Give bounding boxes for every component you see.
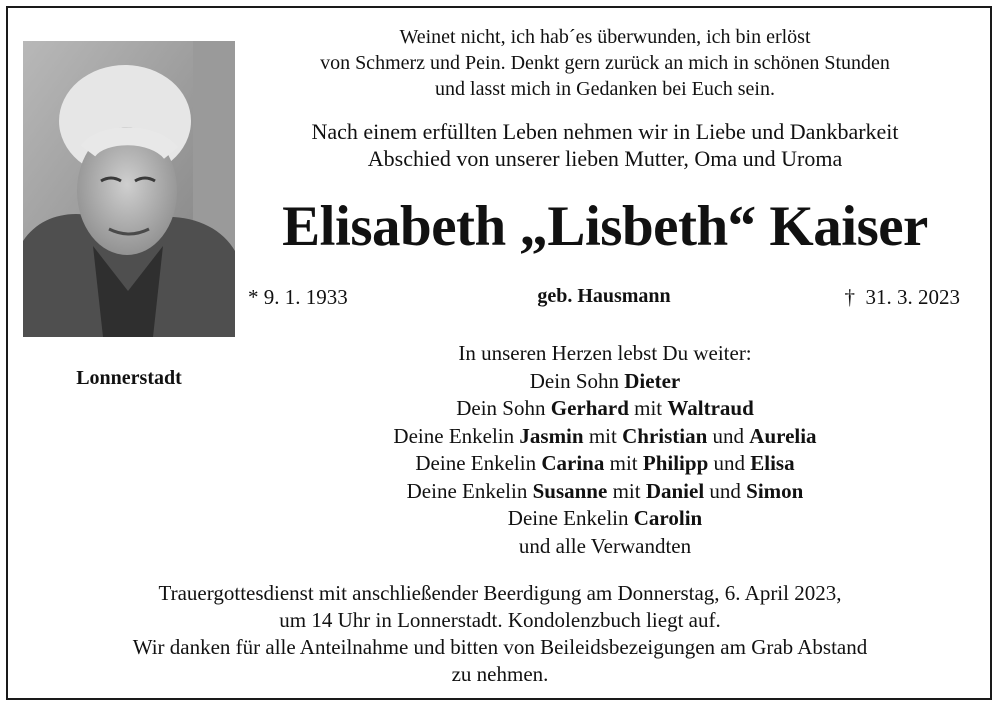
survivor-relation-text: und (708, 451, 751, 475)
verse-line: von Schmerz und Pein. Denkt gern zurück an mich in schönen Stunden (320, 52, 890, 74)
intro-line: Nach einem erfüllten Leben nehmen wir in Liebe und Dankbarkeit (311, 119, 899, 144)
survivor-line (245, 505, 965, 533)
survivor-relation-text: mit (604, 451, 643, 475)
survivors-closing: und alle Verwandten (518, 533, 692, 558)
survivor-name: Elisa (750, 451, 795, 475)
survivor-relation-text: Deine Enkelin (393, 423, 520, 448)
portrait-photo (23, 41, 235, 337)
survivor-line (245, 423, 965, 451)
survivor-line (245, 368, 965, 396)
birth-star-icon: * (248, 285, 259, 309)
survivors-list (245, 340, 965, 560)
survivor-relation-text: Deine Enkelin (507, 506, 634, 530)
service-line: Wir danken für alle Anteilnahme und bitten von Beileidsbezeigungen am Grab Abstand (132, 635, 868, 659)
death-cross-icon: † (844, 285, 855, 309)
death-date-value: 31. 3. 2023 (865, 285, 960, 309)
survivors-heading: In unseren Herzen lebst Du weiter: (458, 341, 752, 365)
survivor-name: Gerhard (550, 396, 629, 420)
survivor-relation-text: Deine Enkelin (406, 478, 533, 503)
service-line: Trauergottesdienst mit anschließender Beerdigung am Donnerstag, 6. April 2023, (158, 581, 842, 605)
verse-line: und lasst mich in Gedanken bei Euch sein. (435, 78, 775, 100)
survivor-relation-text: mit (628, 396, 668, 420)
survivor-line (245, 478, 965, 506)
birth-date-value: 9. 1. 1933 (263, 285, 348, 309)
maiden-name: geb. Hausmann (537, 285, 671, 307)
verse (245, 24, 965, 102)
survivor-name: Jasmin (519, 423, 584, 448)
survivor-name: Dieter (624, 368, 681, 393)
survivor-name: Aurelia (749, 423, 817, 448)
survivor-name: Susanne (532, 478, 608, 503)
survivor-name: Carina (541, 451, 605, 475)
funeral-service-info (10, 580, 990, 688)
survivor-name: Philipp (642, 451, 709, 475)
intro-text (245, 118, 965, 172)
survivor-relation-text: und (704, 478, 747, 503)
survivor-line (245, 450, 965, 478)
survivor-name: Waltraud (667, 396, 754, 420)
survivor-relation-text: Dein Sohn (456, 396, 551, 420)
life-dates (248, 285, 960, 311)
survivor-line (245, 395, 965, 423)
survivor-name: Carolin (633, 506, 703, 530)
survivor-relation-text: Dein Sohn (529, 368, 625, 393)
service-line: um 14 Uhr in Lonnerstadt. Kondolenzbuch liegt auf. (279, 608, 721, 632)
survivor-name: Daniel (645, 478, 705, 503)
survivor-name: Christian (622, 423, 708, 448)
survivor-relation-text: und (707, 423, 750, 448)
intro-line: Abschied von unserer lieben Mutter, Oma und Uroma (367, 146, 843, 171)
survivor-relation-text: mit (607, 478, 646, 503)
service-line: zu nehmen. (451, 662, 549, 686)
survivor-name: Simon (746, 478, 804, 503)
survivor-relation-text: Deine Enkelin (415, 451, 542, 475)
survivor-rows (245, 368, 965, 533)
death-date (845, 285, 961, 310)
verse-line: Weinet nicht, ich hab´es überwunden, ich bin erlöst (399, 26, 811, 48)
place-name: Lonnerstadt (76, 367, 182, 389)
deceased-name: Elisabeth „Lisbeth“ Kaiser (282, 195, 928, 258)
survivor-relation-text: mit (583, 423, 623, 448)
